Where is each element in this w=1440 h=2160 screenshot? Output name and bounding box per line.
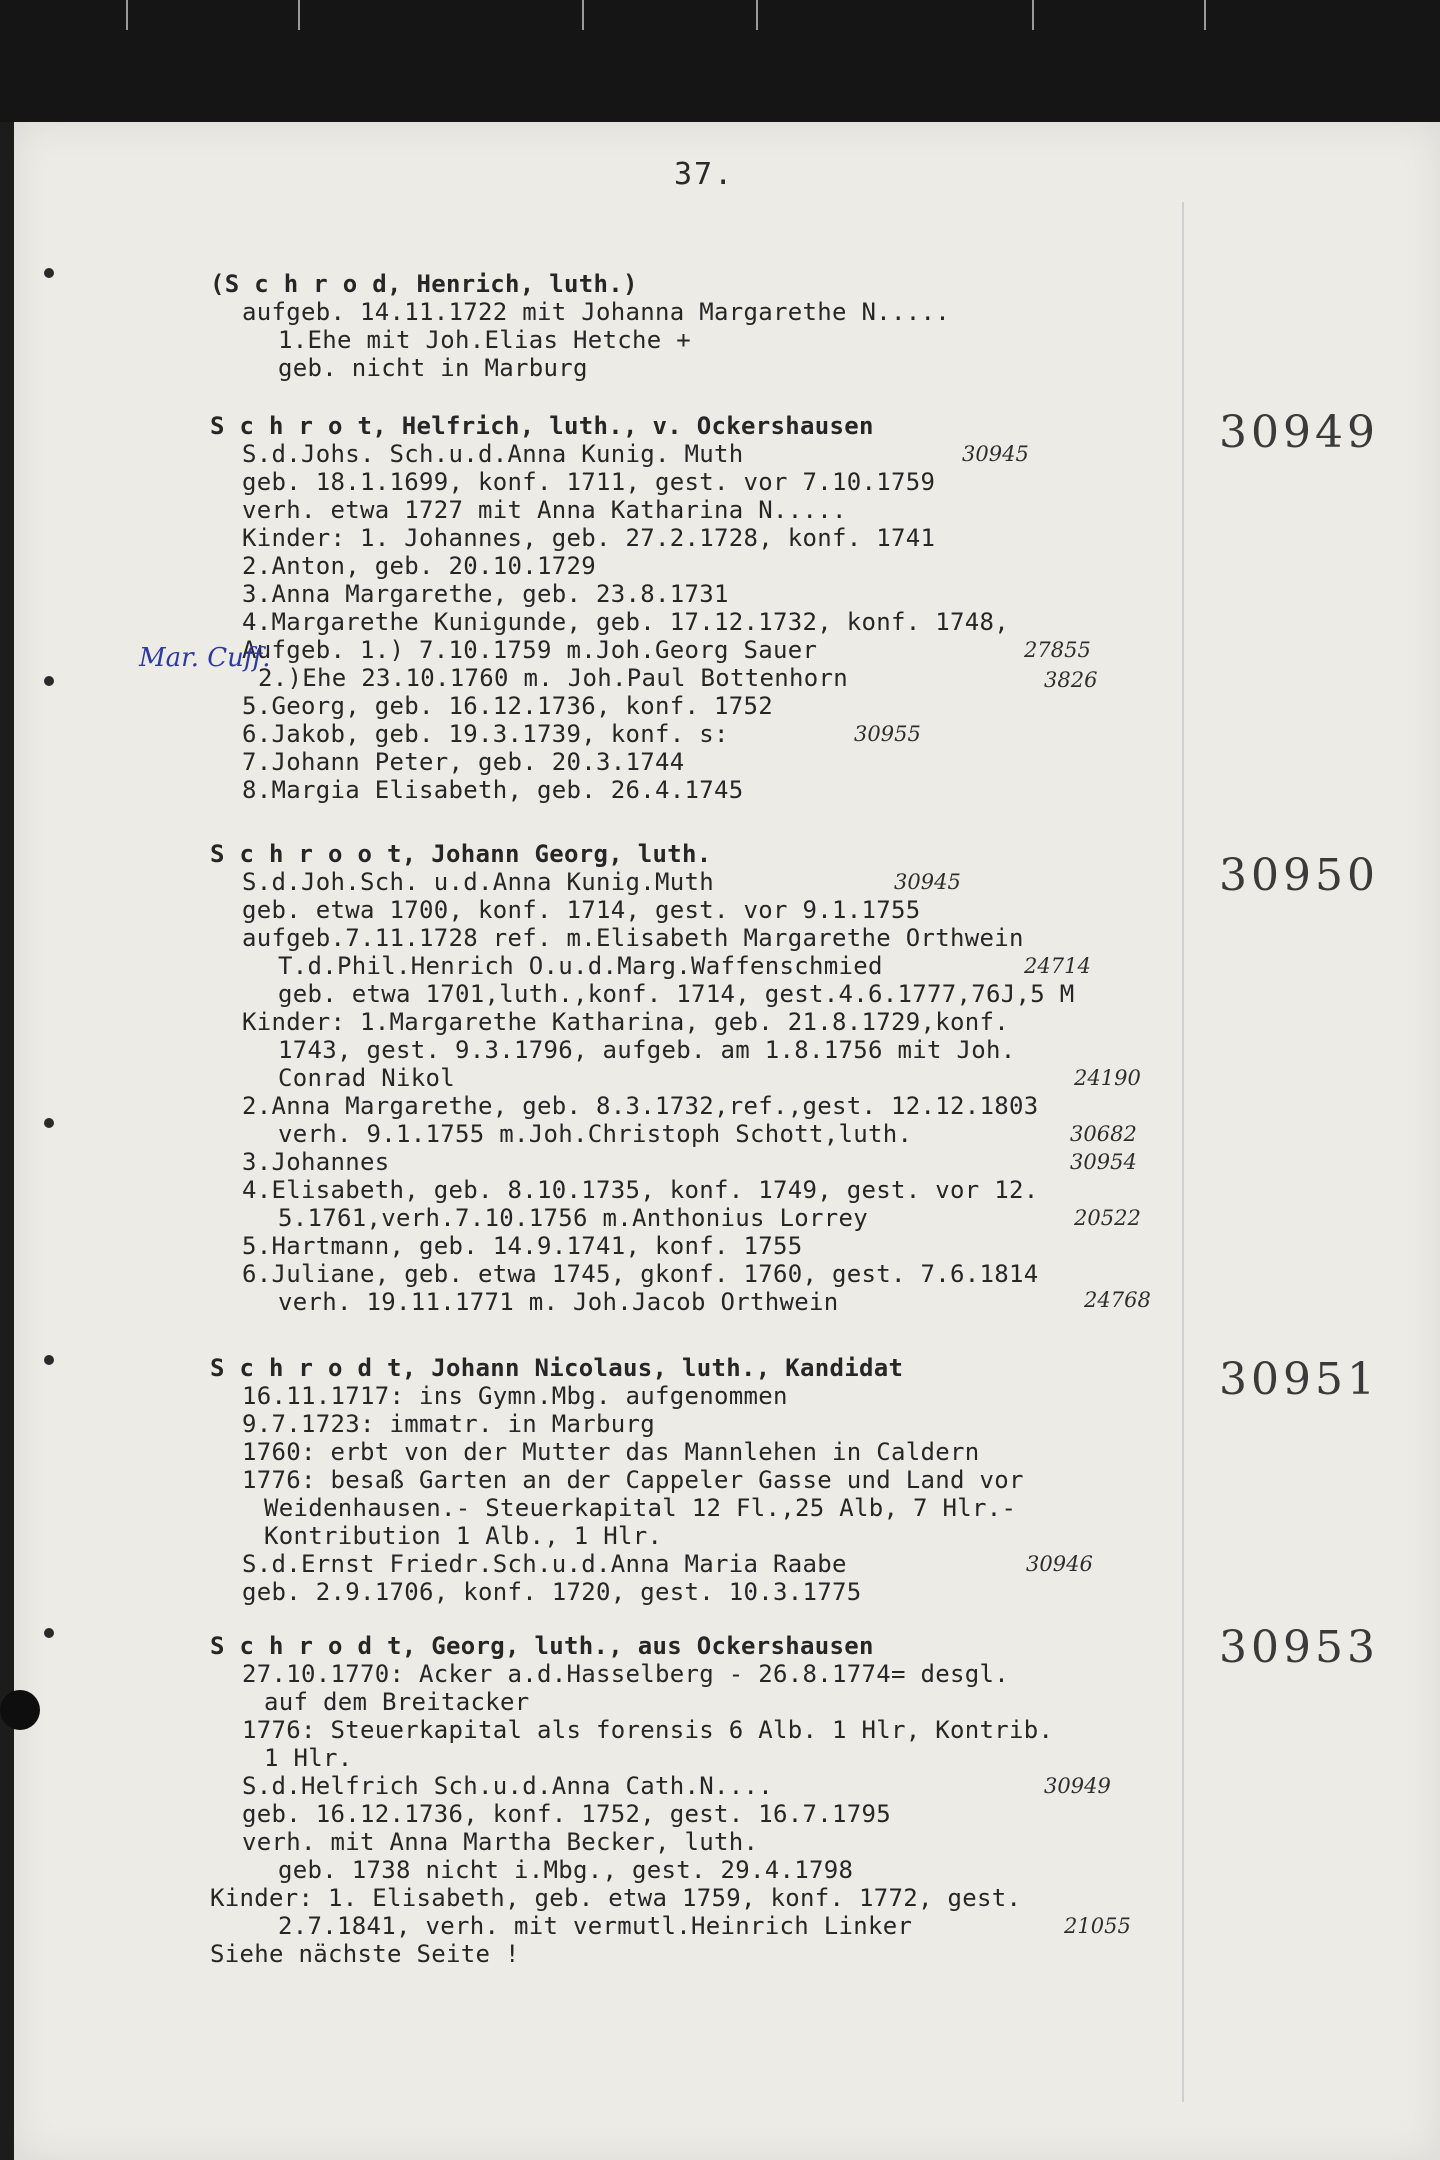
- entry-line: 3.Anna Margarethe, geb. 23.8.1731: [242, 580, 729, 608]
- handwritten-margin-note: Mar. Cuff.: [139, 643, 271, 673]
- entry-line: 16.11.1717: ins Gymn.Mbg. aufgenommen: [242, 1382, 788, 1410]
- entry-line: 5.Hartmann, geb. 14.9.1741, konf. 1755: [242, 1232, 803, 1260]
- entry-line: 2.7.1841, verh. mit vermutl.Heinrich Linker: [278, 1912, 913, 1940]
- entry-heading: S c h r o d t, Johann Nicolaus, luth., Kandidat: [210, 1354, 904, 1382]
- handwritten-note: 30945: [894, 870, 961, 894]
- entry-line: geb. nicht in Marburg: [278, 354, 588, 382]
- entry-line: geb. 1738 nicht i.Mbg., gest. 29.4.1798: [278, 1856, 854, 1884]
- entry-line: 1.Ehe mit Joh.Elias Hetche +: [278, 326, 691, 354]
- handwritten-note: 30949: [1044, 1774, 1111, 1798]
- handwritten-note: 30682: [1070, 1122, 1137, 1146]
- entry-line: verh. 9.1.1755 m.Joh.Christoph Schott,luth.: [278, 1120, 913, 1148]
- handwritten-note: 24190: [1074, 1066, 1141, 1090]
- page-number: 37.: [674, 157, 735, 192]
- reference-number: 30950: [1219, 850, 1379, 901]
- handwritten-note: 30955: [854, 722, 921, 746]
- entry-line: 2.Anton, geb. 20.10.1729: [242, 552, 596, 580]
- handwritten-note: 30946: [1026, 1552, 1093, 1576]
- entry-line: verh. 19.11.1771 m. Joh.Jacob Orthwein: [278, 1288, 839, 1316]
- entry-line: Siehe nächste Seite !: [210, 1940, 520, 1968]
- entry-line: 4.Margarethe Kunigunde, geb. 17.12.1732, konf. 1748,: [242, 608, 1009, 636]
- entry-line: 1776: Steuerkapital als forensis 6 Alb. 1 Hlr, Kontrib.: [242, 1716, 1054, 1744]
- reference-number: 30949: [1219, 407, 1379, 458]
- binding-hole: [0, 1690, 40, 1730]
- entry-line: 3.Johannes: [242, 1148, 390, 1176]
- entry-line: 6.Juliane, geb. etwa 1745, gkonf. 1760, gest. 7.6.1814: [242, 1260, 1039, 1288]
- scan-border-top: [0, 0, 1440, 122]
- entry-line: verh. mit Anna Martha Becker, luth.: [242, 1828, 759, 1856]
- entry-line: aufgeb.7.11.1728 ref. m.Elisabeth Margarethe Orthwein: [242, 924, 1024, 952]
- entry-heading: S c h r o t, Helfrich, luth., v. Ockershausen: [210, 412, 874, 440]
- scan-tick: [1032, 0, 1034, 30]
- scan-tick: [298, 0, 300, 30]
- entry-line: S.d.Ernst Friedr.Sch.u.d.Anna Maria Raabe: [242, 1550, 847, 1578]
- entry-heading: S c h r o d t, Georg, luth., aus Ockershausen: [210, 1632, 874, 1660]
- entry-line: S.d.Helfrich Sch.u.d.Anna Cath.N....: [242, 1772, 773, 1800]
- entry-line: 2.)Ehe 23.10.1760 m. Joh.Paul Bottenhorn: [258, 664, 848, 692]
- reference-number: 30953: [1219, 1622, 1379, 1673]
- scan-tick: [1204, 0, 1206, 30]
- entry-line: 2.Anna Margarethe, geb. 8.3.1732,ref.,gest. 12.12.1803: [242, 1092, 1039, 1120]
- margin-rule: [1182, 202, 1184, 2102]
- entry-line: 1760: erbt von der Mutter das Mannlehen in Caldern: [242, 1438, 980, 1466]
- entry-line: 5.1761,verh.7.10.1756 m.Anthonius Lorrey: [278, 1204, 868, 1232]
- entry-line: verh. etwa 1727 mit Anna Katharina N.....: [242, 496, 847, 524]
- handwritten-note: 24714: [1024, 954, 1091, 978]
- entry-line: Kontribution 1 Alb., 1 Hlr.: [264, 1522, 663, 1550]
- entry-line: Kinder: 1. Johannes, geb. 27.2.1728, konf. 1741: [242, 524, 936, 552]
- entry-line: auf dem Breitacker: [264, 1688, 530, 1716]
- document-page: [14, 122, 1440, 2160]
- entry-line: 8.Margia Elisabeth, geb. 26.4.1745: [242, 776, 744, 804]
- handwritten-note: 30954: [1070, 1150, 1137, 1174]
- entry-line: Weidenhausen.- Steuerkapital 12 Fl.,25 Alb, 7 Hlr.-: [264, 1494, 1017, 1522]
- entry-line: Aufgeb. 1.) 7.10.1759 m.Joh.Georg Sauer: [242, 636, 818, 664]
- entry-line: 1743, gest. 9.3.1796, aufgeb. am 1.8.1756 mit Joh.: [278, 1036, 1016, 1064]
- entry-heading: S c h r o o t, Johann Georg, luth.: [210, 840, 712, 868]
- entry-line: geb. etwa 1700, konf. 1714, gest. vor 9.1.1755: [242, 896, 921, 924]
- entry-line: geb. 16.12.1736, konf. 1752, gest. 16.7.1795: [242, 1800, 891, 1828]
- scan-tick: [582, 0, 584, 30]
- handwritten-note: 24768: [1084, 1288, 1151, 1312]
- handwritten-note: 21055: [1064, 1914, 1131, 1938]
- handwritten-note: 3826: [1044, 668, 1098, 692]
- entry-line: Kinder: 1.Margarethe Katharina, geb. 21.8.1729,konf.: [242, 1008, 1009, 1036]
- entry-line: S.d.Joh.Sch. u.d.Anna Kunig.Muth: [242, 868, 714, 896]
- punch-mark: [44, 1628, 54, 1638]
- handwritten-note: 30945: [962, 442, 1029, 466]
- entry-line: 9.7.1723: immatr. in Marburg: [242, 1410, 655, 1438]
- entry-heading: (S c h r o d, Henrich, luth.): [210, 270, 638, 298]
- scan-tick: [756, 0, 758, 30]
- punch-mark: [44, 1118, 54, 1128]
- entry-line: Conrad Nikol: [278, 1064, 455, 1092]
- entry-line: S.d.Johs. Sch.u.d.Anna Kunig. Muth: [242, 440, 744, 468]
- punch-mark: [44, 676, 54, 686]
- entry-line: 1 Hlr.: [264, 1744, 353, 1772]
- entry-line: 4.Elisabeth, geb. 8.10.1735, konf. 1749, gest. vor 12.: [242, 1176, 1039, 1204]
- entry-line: 1776: besaß Garten an der Cappeler Gasse und Land vor: [242, 1466, 1024, 1494]
- entry-line: Kinder: 1. Elisabeth, geb. etwa 1759, konf. 1772, gest.: [210, 1884, 1022, 1912]
- entry-line: geb. 18.1.1699, konf. 1711, gest. vor 7.10.1759: [242, 468, 936, 496]
- entry-line: geb. 2.9.1706, konf. 1720, gest. 10.3.1775: [242, 1578, 862, 1606]
- entry-line: 7.Johann Peter, geb. 20.3.1744: [242, 748, 685, 776]
- handwritten-note: 20522: [1074, 1206, 1141, 1230]
- entry-line: 5.Georg, geb. 16.12.1736, konf. 1752: [242, 692, 773, 720]
- scan-tick: [126, 0, 128, 30]
- punch-mark: [44, 268, 54, 278]
- reference-number: 30951: [1219, 1354, 1379, 1405]
- entry-line: T.d.Phil.Henrich O.u.d.Marg.Waffenschmied: [278, 952, 883, 980]
- entry-line: geb. etwa 1701,luth.,konf. 1714, gest.4.6.1777,76J,5 M: [278, 980, 1075, 1008]
- punch-mark: [44, 1355, 54, 1365]
- entry-line: 27.10.1770: Acker a.d.Hasselberg - 26.8.1774= desgl.: [242, 1660, 1009, 1688]
- entry-line: 6.Jakob, geb. 19.3.1739, konf. s:: [242, 720, 729, 748]
- handwritten-note: 27855: [1024, 638, 1091, 662]
- entry-line: aufgeb. 14.11.1722 mit Johanna Margarethe N.....: [242, 298, 950, 326]
